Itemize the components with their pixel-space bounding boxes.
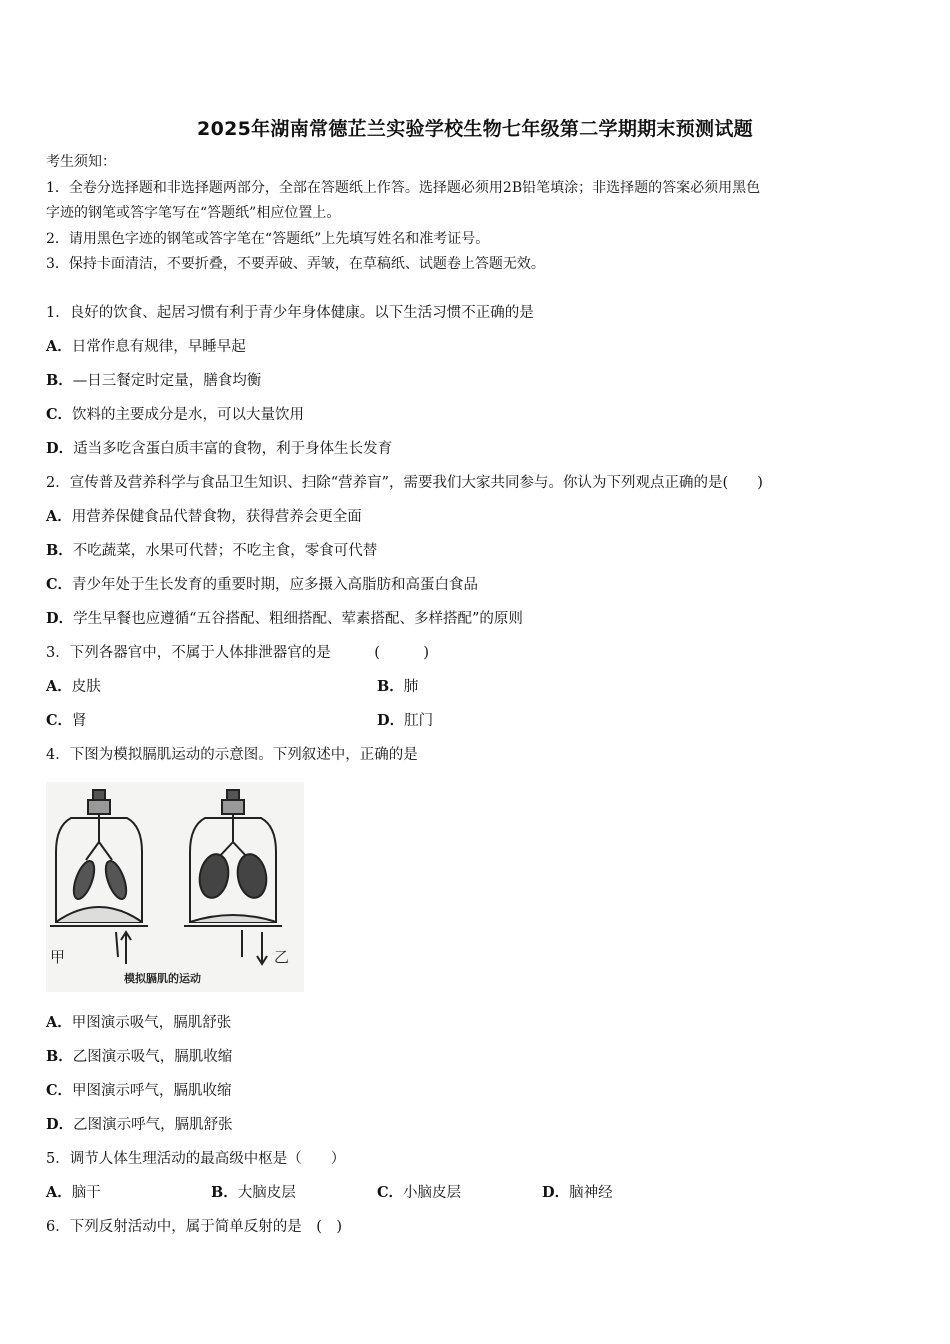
figure-label-left: 甲: [50, 948, 66, 966]
question-4-option-a[interactable]: A．甲图演示吸气，膈肌舒张: [46, 1014, 232, 1031]
question-5-option-a[interactable]: A．脑干: [46, 1184, 101, 1201]
diaphragm-model-figure: [46, 782, 304, 992]
question-1-option-a[interactable]: A．日常作息有规律，早睡早起: [46, 338, 246, 355]
question-3-option-c[interactable]: C．肾: [46, 712, 87, 729]
stopper-right-icon: [222, 800, 244, 814]
question-3-stem: 3．下列各器官中，不属于人体排泄器官的是 ( ): [46, 645, 430, 661]
notes-line: 字迹的钢笔或答字笔写在“答题纸”相应位置上。: [46, 205, 341, 221]
notes-heading: 考生须知：: [46, 154, 116, 170]
figure-caption: 模拟膈肌的运动: [124, 972, 201, 985]
question-1-stem: 1．良好的饮食、起居习惯有利于青少年身体健康。以下生活习惯不正确的是: [46, 305, 534, 321]
notes-line: 1．全卷分选择题和非选择题两部分，全部在答题纸上作答。选择题必须用2B铅笔填涂；非选择题的答案必须用黑色: [46, 179, 761, 196]
question-1-option-c[interactable]: C．饮料的主要成分是水，可以大量饮用: [46, 406, 305, 423]
question-1-option-b[interactable]: B．—日三餐定时定量，膳食均衡: [46, 372, 262, 389]
question-5-option-c[interactable]: C．小脑皮层: [377, 1184, 462, 1201]
figure-label-right: 乙: [274, 948, 290, 966]
question-5-option-d[interactable]: D．脑神经: [542, 1184, 613, 1201]
candidate-notes: [46, 150, 906, 278]
question-4-stem: 4．下图为模拟膈肌运动的示意图。下列叙述中，正确的是: [46, 747, 418, 763]
question-2-option-a[interactable]: A．用营养保健食品代替食物，获得营养会更全面: [46, 508, 362, 525]
stopper-left-icon: [88, 800, 110, 814]
stopper-top-right-icon: [227, 790, 239, 800]
notes-line: 3．保持卡面清洁，不要折叠，不要弄破、弄皱，在草稿纸、试题卷上答题无效。: [46, 256, 545, 272]
question-2-stem: 2．宣传普及营养科学与食品卫生知识、扫除“营养盲”，需要我们大家共同参与。你认为下列观点正确的是( ): [46, 475, 763, 491]
question-2-option-c[interactable]: C．青少年处于生长发育的重要时期，应多摄入高脂肪和高蛋白食品: [46, 576, 479, 593]
question-3-option-b[interactable]: B．肺: [377, 678, 419, 695]
question-1-option-d[interactable]: D．适当多吃含蛋白质丰富的食物，利于身体生长发育: [46, 440, 393, 457]
question-4-option-b[interactable]: B．乙图演示吸气，膈肌收缩: [46, 1048, 233, 1065]
question-4-option-d[interactable]: D．乙图演示呼气，膈肌舒张: [46, 1116, 233, 1133]
question-6-stem: 6．下列反射活动中，属于简单反射的是 ( ): [46, 1219, 343, 1235]
question-5-option-b[interactable]: B．大脑皮层: [211, 1184, 296, 1201]
notes-line: 2．请用黑色字迹的钢笔或答字笔在“答题纸”上先填写姓名和准考证号。: [46, 230, 490, 247]
question-2-option-b[interactable]: B．不吃蔬菜，水果可代替；不吃主食，零食可代替: [46, 542, 378, 559]
page-title: 2025年湖南常德芷兰实验学校生物七年级第二学期期末预测试题: [197, 118, 753, 140]
question-4-option-c[interactable]: C．甲图演示呼气，膈肌收缩: [46, 1082, 232, 1099]
question-3-option-a[interactable]: A．皮肤: [46, 678, 101, 695]
stopper-top-left-icon: [93, 790, 105, 800]
question-3-option-d[interactable]: D．肛门: [377, 712, 434, 729]
question-5-stem: 5．调节人体生理活动的最高级中枢是（ ）: [46, 1151, 346, 1167]
question-2-option-d[interactable]: D．学生早餐也应遵循“五谷搭配、粗细搭配、荤素搭配、多样搭配”的原则: [46, 610, 523, 627]
